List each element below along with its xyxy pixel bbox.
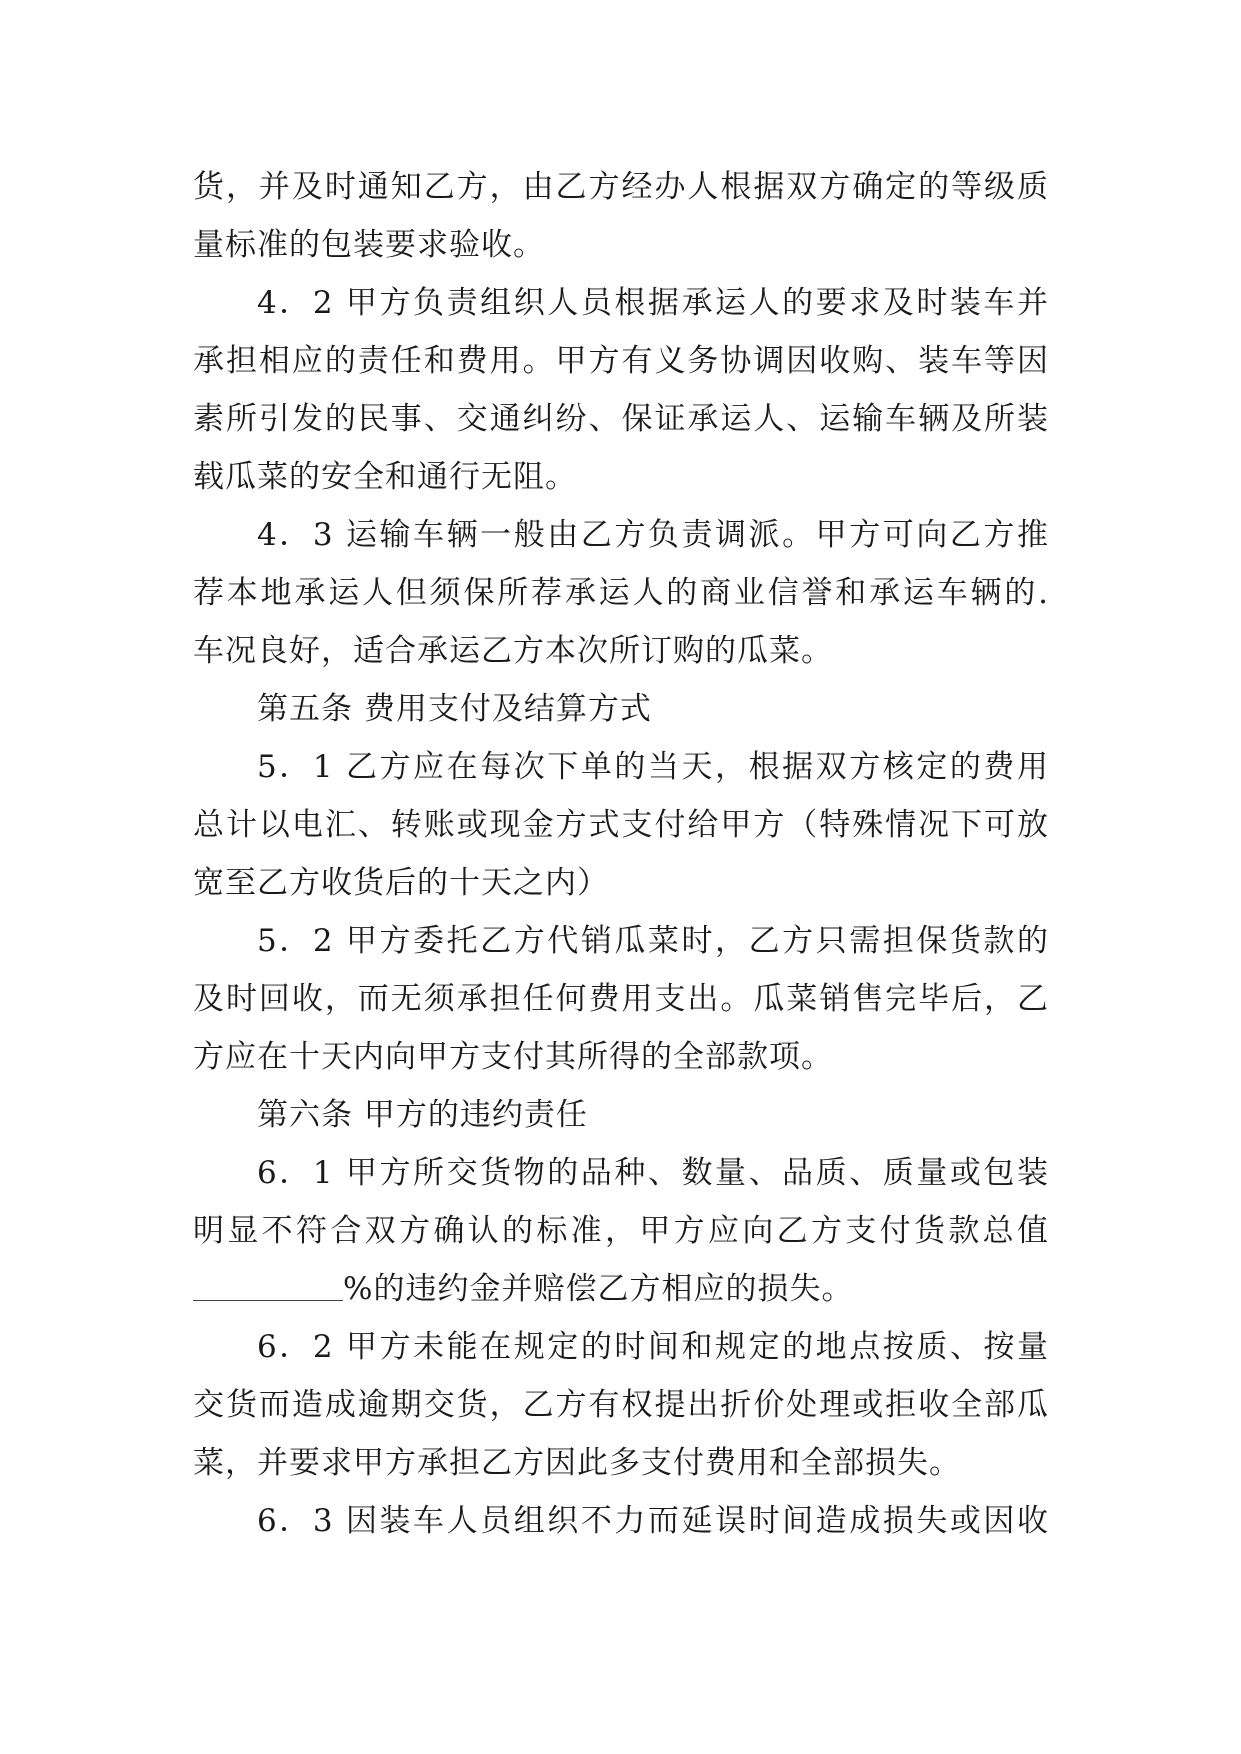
article-5-heading: 第五条 费用支付及结算方式 [257,691,652,727]
text-line: 总计以电汇、转账或现金方式支付给甲方（特殊情况下可放 [193,807,1049,843]
text-line: 及时回收，而无须承担任何费用支出。瓜菜销售完毕后，乙 [193,981,1049,1017]
clause-4-3: 4．3 运输车辆一般由乙方负责调派。甲方可向乙方推 [257,517,1049,553]
penalty-text: %的违约金并赔偿乙方相应的损失。 [343,1271,854,1307]
text-line: 宽至乙方收货后的十天之内） [193,865,609,901]
text-line: 量标准的包装要求验收。 [193,227,545,263]
clause-6-2: 6．2 甲方未能在规定的时间和规定的地点按质、按量 [257,1329,1049,1365]
article-6-heading: 第六条 甲方的违约责任 [257,1097,588,1133]
text-line: 载瓜菜的安全和通行无阻。 [193,459,577,495]
text-line: 荐本地承运人但须保所荐承运人的商业信誉和承运车辆的. [193,575,1049,611]
text-line: 明显不符合双方确认的标准，甲方应向乙方支付货款总值 [193,1213,1049,1249]
fill-in-blank [193,1270,343,1301]
text-line: 素所引发的民事、交通纠纷、保证承运人、运输车辆及所装 [193,401,1049,437]
clause-4-2: 4．2 甲方负责组织人员根据承运人的要求及时装车并 [257,285,1049,321]
document-page [193,158,1049,1550]
text-line-with-blank [193,1260,1049,1318]
clause-6-3: 6．3 因装车人员组织不力而延误时间造成损失或因收 [257,1503,1049,1539]
text-line: 货，并及时通知乙方，由乙方经办人根据双方确定的等级质 [193,169,1049,205]
clause-5-2: 5．2 甲方委托乙方代销瓜菜时，乙方只需担保货款的 [257,923,1049,959]
text-line: 菜，并要求甲方承担乙方因此多支付费用和全部损失。 [193,1445,961,1481]
text-line: 车况良好，适合承运乙方本次所订购的瓜菜。 [193,633,833,669]
text-line: 交货而造成逾期交货，乙方有权提出折价处理或拒收全部瓜 [193,1387,1049,1423]
text-line: 方应在十天内向甲方支付其所得的全部款项。 [193,1039,833,1075]
text-line: 承担相应的责任和费用。甲方有义务协调因收购、装车等因 [193,343,1049,379]
clause-6-1: 6．1 甲方所交货物的品种、数量、品质、质量或包装 [257,1155,1049,1191]
clause-5-1: 5．1 乙方应在每次下单的当天，根据双方核定的费用 [257,749,1049,785]
